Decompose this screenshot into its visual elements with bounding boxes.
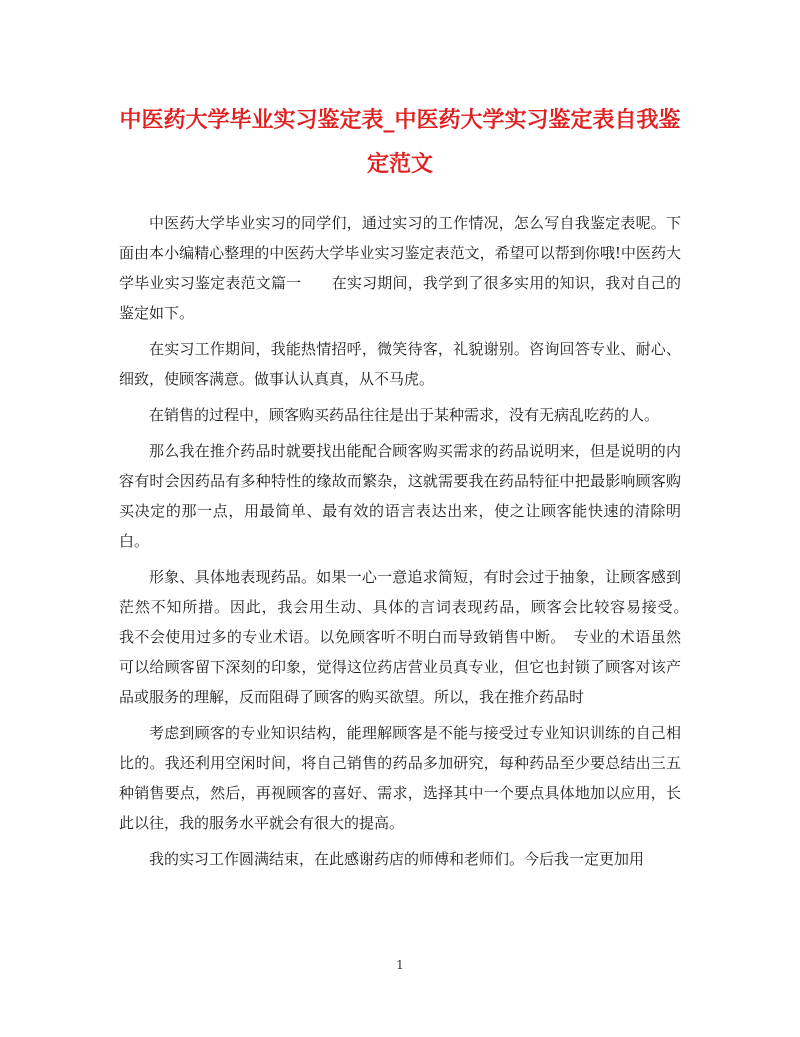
paragraph-sales-need: 在销售的过程中，顾客购买药品往往是出于某种需求，没有无病乱吃药的人。 xyxy=(149,406,660,424)
document-body xyxy=(119,208,697,880)
document-title: 中医药大学毕业实习鉴定表_中医药大学实习鉴定表自我鉴定范文 xyxy=(119,107,681,177)
paragraph-conclusion: 我的实习工作圆满结束，在此感谢药店的师傅和老师们。今后我一定更加用 xyxy=(149,850,645,868)
paragraph-expression: 形象、具体地表现药品。如果一心一意追求简短，有时会过于抽象，让顾客感到茫然不知所措。因此，我会用生动、具体的言词表现药品，顾客会比较容易接受。 我不会使用过多的专业术语。以免顾客听不明白而导致销售中断。 专业的术语虽然可以给顾客留下深刻的印象，觉得这位药店营业员真专业，但它也封锁了顾客对该产品或服务的理解，反而阻碍了顾客的购买欲望。所以，我在推介药品时 xyxy=(119,568,697,706)
page-number: 1 xyxy=(396,958,404,972)
paragraph-knowledge: 考虑到顾客的专业知识结构，能理解顾客是不能与接受过专业知识训练的自己相比的。我还利用空闲时间，将自己销售的药品多加研究，每种药品至少要总结出三五种销售要点，然后，再视顾客的喜好、需求，选择其中一个要点具体地加以应用，长此以往，我的服务水平就会有很大的提高。 xyxy=(119,724,681,832)
paragraph-intro: 中医药大学毕业实习的同学们，通过实习的工作情况，怎么写自我鉴定表呢。下面由本小编精心整理的中医药大学毕业实习鉴定表范文，希望可以帮到你哦!中医药大学毕业实习鉴定表范文篇一 在实习期间，我学到了很多实用的知识，我对自己的鉴定如下。 xyxy=(119,214,681,322)
paragraph-attitude: 在实习工作期间，我能热情招呼，微笑待客，礼貌谢别。咨询回答专业、耐心、细致，使顾客满意。做事认认真真，从不马虎。 xyxy=(119,340,681,388)
paragraph-recommend: 那么我在推介药品时就要找出能配合顾客购买需求的药品说明来，但是说明的内容有时会因药品有多种特性的缘故而繁杂，这就需要我在药品特征中把最影响顾客购买决定的那一点，用最简单、最有效的语言表达出来，使之让顾客能快速的清除明白。 xyxy=(119,442,681,550)
